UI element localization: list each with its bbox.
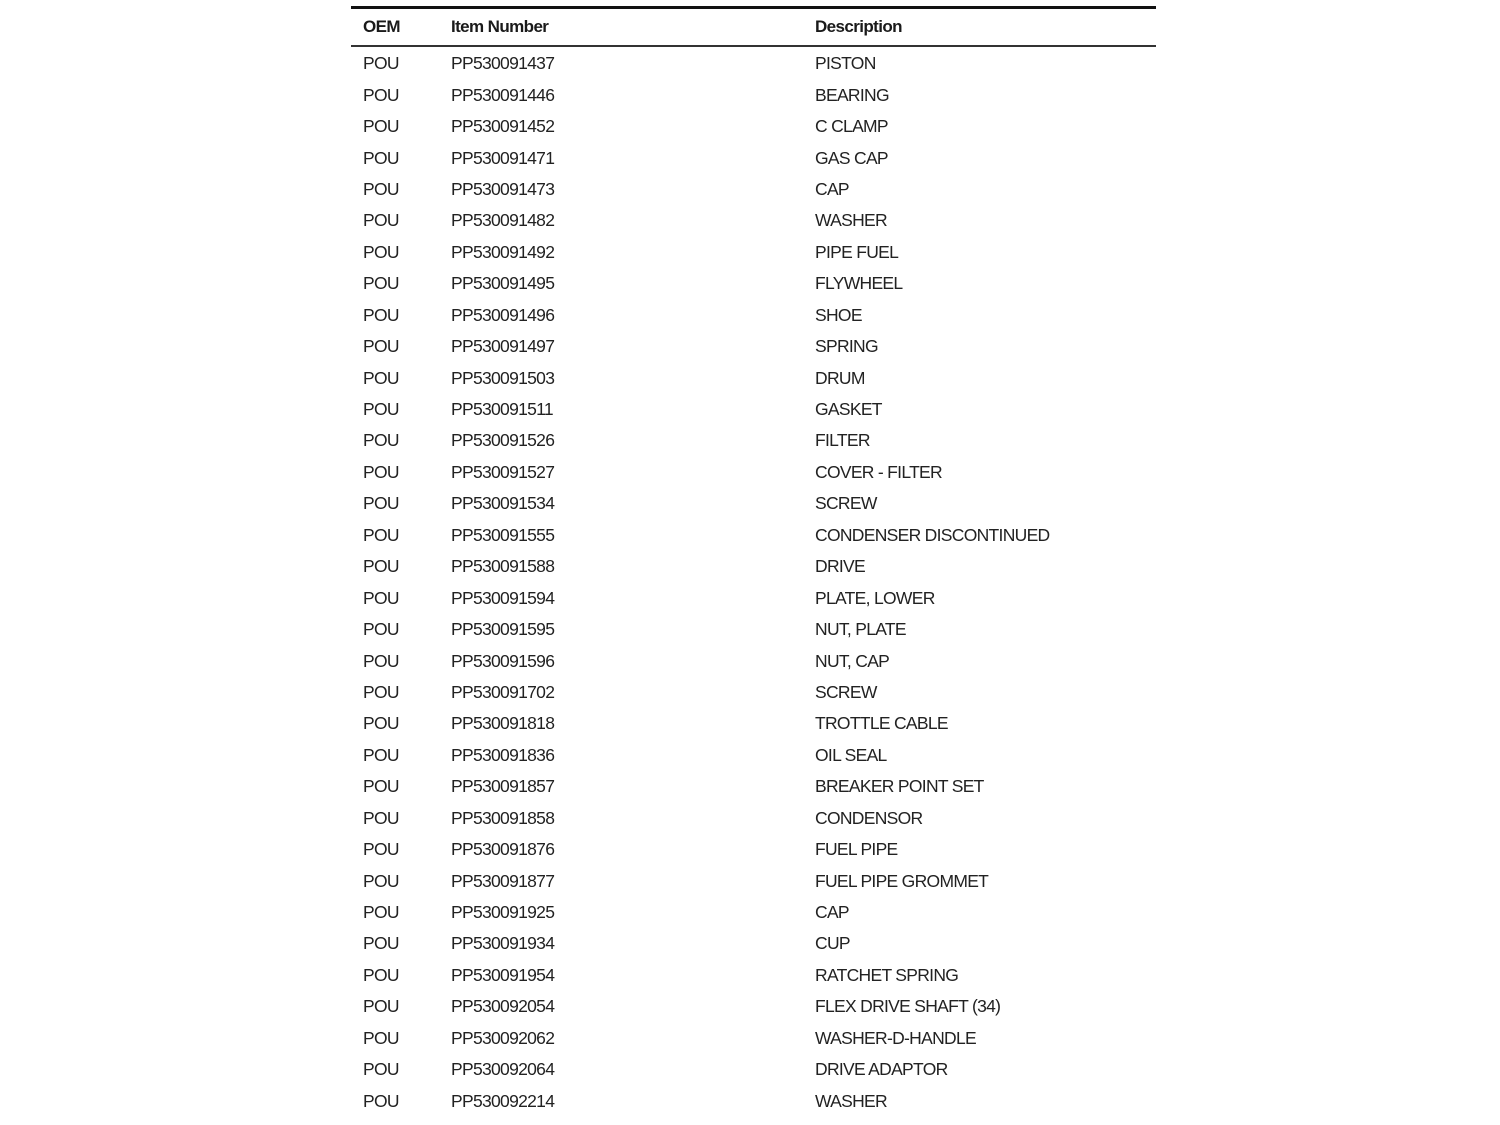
cell-description: PIPE FUEL	[815, 241, 899, 262]
table-row	[351, 48, 1156, 79]
cell-oem: POU	[363, 839, 399, 860]
cell-oem: POU	[363, 241, 399, 262]
cell-oem: POU	[363, 681, 399, 702]
cell-oem: POU	[363, 336, 399, 357]
cell-description: SHOE	[815, 304, 862, 325]
cell-description: SCREW	[815, 493, 877, 514]
table-row	[351, 645, 1156, 676]
cell-oem: POU	[363, 1059, 399, 1080]
cell-description: PISTON	[815, 53, 876, 74]
cell-item-number: PP530091503	[451, 367, 555, 388]
cell-item-number: PP530091588	[451, 556, 555, 577]
cell-oem: POU	[363, 53, 399, 74]
cell-description: DRUM	[815, 367, 865, 388]
table-row	[351, 803, 1156, 834]
cell-oem: POU	[363, 1090, 399, 1111]
parts-table	[351, 6, 1156, 1117]
table-row	[351, 457, 1156, 488]
table-row	[351, 1085, 1156, 1116]
cell-item-number: PP530091497	[451, 336, 555, 357]
cell-item-number: PP530091925	[451, 902, 555, 923]
table-row	[351, 960, 1156, 991]
table-row	[351, 331, 1156, 362]
table-row	[351, 582, 1156, 613]
cell-item-number: PP530091473	[451, 178, 555, 199]
cell-item-number: PP530091511	[451, 399, 553, 420]
cell-item-number: PP530091836	[451, 744, 555, 765]
cell-oem: POU	[363, 996, 399, 1017]
cell-item-number: PP530091877	[451, 870, 555, 891]
table-row	[351, 897, 1156, 928]
cell-item-number: PP530091526	[451, 430, 555, 451]
table-row	[351, 268, 1156, 299]
cell-item-number: PP530091818	[451, 713, 555, 734]
cell-item-number: PP530091446	[451, 84, 555, 105]
cell-oem: POU	[363, 147, 399, 168]
cell-oem: POU	[363, 650, 399, 671]
cell-item-number: PP530092062	[451, 1027, 555, 1048]
table-row	[351, 740, 1156, 771]
cell-description: DRIVE ADAPTOR	[815, 1059, 948, 1080]
cell-item-number: PP530091527	[451, 461, 555, 482]
cell-description: BEARING	[815, 84, 889, 105]
table-row	[351, 771, 1156, 802]
table-row	[351, 834, 1156, 865]
cell-item-number: PP530092064	[451, 1059, 555, 1080]
cell-item-number: PP530091595	[451, 619, 555, 640]
cell-oem: POU	[363, 744, 399, 765]
table-row	[351, 991, 1156, 1022]
cell-item-number: PP530092214	[451, 1090, 555, 1111]
table-row	[351, 865, 1156, 896]
cell-oem: POU	[363, 493, 399, 514]
table-row	[351, 677, 1156, 708]
cell-oem: POU	[363, 461, 399, 482]
cell-item-number: PP530091596	[451, 650, 555, 671]
cell-description: CAP	[815, 902, 849, 923]
cell-oem: POU	[363, 304, 399, 325]
table-row	[351, 111, 1156, 142]
cell-item-number: PP530092054	[451, 996, 555, 1017]
table-body	[351, 47, 1156, 1117]
table-row	[351, 362, 1156, 393]
cell-item-number: PP530091534	[451, 493, 555, 514]
cell-item-number: PP530091858	[451, 807, 555, 828]
cell-description: CAP	[815, 178, 849, 199]
cell-description: NUT, PLATE	[815, 619, 906, 640]
cell-description: RATCHET SPRING	[815, 964, 959, 985]
cell-description: FUEL PIPE	[815, 839, 898, 860]
cell-item-number: PP530091954	[451, 964, 555, 985]
cell-description: TROTTLE CABLE	[815, 713, 948, 734]
table-row	[351, 79, 1156, 110]
cell-description: GASKET	[815, 399, 882, 420]
cell-item-number: PP530091492	[451, 241, 555, 262]
cell-description: SCREW	[815, 681, 877, 702]
header-item-number: Item Number	[451, 17, 549, 36]
cell-description: C CLAMP	[815, 116, 888, 137]
cell-oem: POU	[363, 933, 399, 954]
cell-oem: POU	[363, 870, 399, 891]
cell-oem: POU	[363, 713, 399, 734]
table-row	[351, 205, 1156, 236]
cell-description: FLEX DRIVE SHAFT (34)	[815, 996, 1001, 1017]
cell-description: COVER - FILTER	[815, 461, 942, 482]
cell-oem: POU	[363, 399, 399, 420]
cell-description: NUT, CAP	[815, 650, 890, 671]
cell-description: SPRING	[815, 336, 878, 357]
cell-description: OIL SEAL	[815, 744, 887, 765]
cell-oem: POU	[363, 524, 399, 545]
cell-item-number: PP530091496	[451, 304, 555, 325]
cell-oem: POU	[363, 430, 399, 451]
cell-description: DRIVE	[815, 556, 865, 577]
cell-item-number: PP530091594	[451, 587, 555, 608]
cell-description: CONDENSER DISCONTINUED	[815, 524, 1050, 545]
cell-oem: POU	[363, 1027, 399, 1048]
cell-description: FILTER	[815, 430, 870, 451]
cell-oem: POU	[363, 178, 399, 199]
table-row	[351, 394, 1156, 425]
header-description: Description	[815, 17, 902, 36]
cell-item-number: PP530091702	[451, 681, 555, 702]
table-row	[351, 425, 1156, 456]
cell-oem: POU	[363, 367, 399, 388]
cell-description: BREAKER POINT SET	[815, 776, 984, 797]
table-row	[351, 614, 1156, 645]
table-row	[351, 300, 1156, 331]
table-row	[351, 708, 1156, 739]
cell-description: WASHER	[815, 1090, 887, 1111]
cell-description: WASHER-D-HANDLE	[815, 1027, 976, 1048]
cell-oem: POU	[363, 587, 399, 608]
cell-item-number: PP530091934	[451, 933, 555, 954]
table-row	[351, 1054, 1156, 1085]
cell-item-number: PP530091482	[451, 210, 555, 231]
cell-item-number: PP530091555	[451, 524, 555, 545]
table-row	[351, 520, 1156, 551]
cell-description: WASHER	[815, 210, 887, 231]
cell-oem: POU	[363, 84, 399, 105]
cell-item-number: PP530091495	[451, 273, 555, 294]
cell-oem: POU	[363, 807, 399, 828]
table-row	[351, 1023, 1156, 1054]
cell-item-number: PP530091857	[451, 776, 555, 797]
cell-oem: POU	[363, 116, 399, 137]
cell-item-number: PP530091471	[451, 147, 555, 168]
table-row	[351, 488, 1156, 519]
cell-oem: POU	[363, 210, 399, 231]
cell-oem: POU	[363, 556, 399, 577]
table-row	[351, 174, 1156, 205]
cell-oem: POU	[363, 776, 399, 797]
table-row	[351, 237, 1156, 268]
cell-item-number: PP530091437	[451, 53, 555, 74]
cell-description: GAS CAP	[815, 147, 888, 168]
header-oem: OEM	[363, 17, 400, 36]
table-row	[351, 928, 1156, 959]
cell-description: CUP	[815, 933, 850, 954]
cell-oem: POU	[363, 273, 399, 294]
table-row	[351, 142, 1156, 173]
cell-description: CONDENSOR	[815, 807, 923, 828]
cell-item-number: PP530091876	[451, 839, 555, 860]
cell-oem: POU	[363, 619, 399, 640]
cell-description: FLYWHEEL	[815, 273, 903, 294]
cell-description: FUEL PIPE GROMMET	[815, 870, 989, 891]
cell-oem: POU	[363, 964, 399, 985]
table-header-row	[351, 9, 1156, 45]
cell-item-number: PP530091452	[451, 116, 555, 137]
table-row	[351, 551, 1156, 582]
cell-oem: POU	[363, 902, 399, 923]
cell-description: PLATE, LOWER	[815, 587, 935, 608]
